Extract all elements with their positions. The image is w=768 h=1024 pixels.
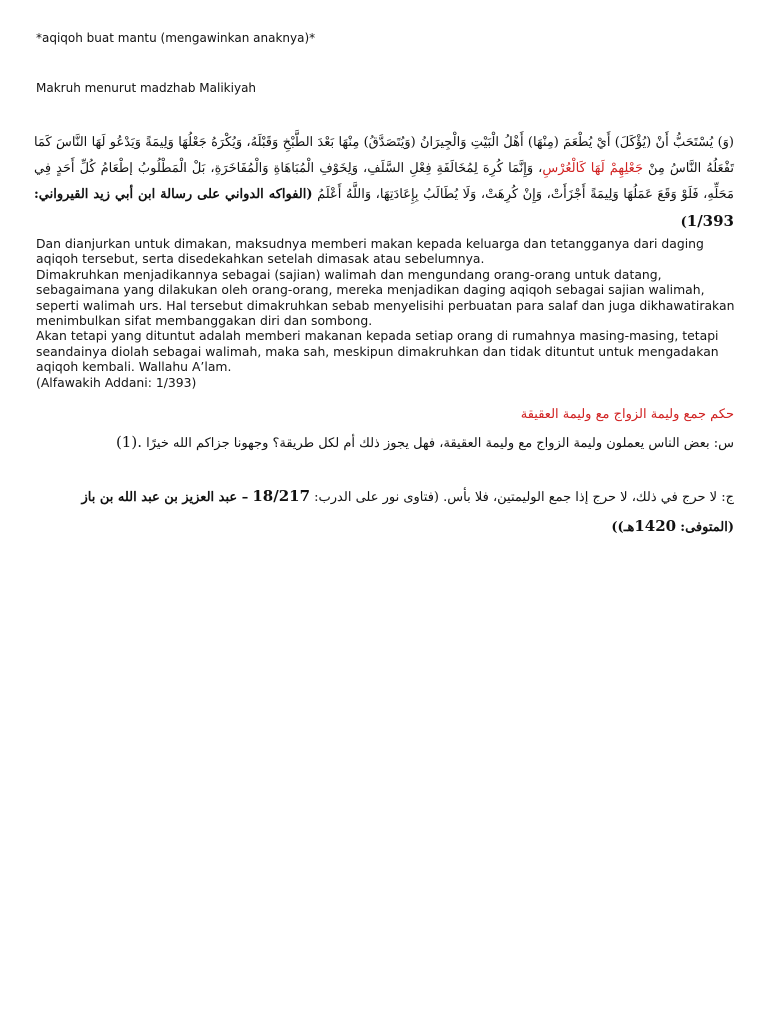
document-subtitle: Makruh menurut madzhab Malikiyah <box>36 81 257 95</box>
translation-block <box>36 236 736 390</box>
answer-citation-number: 18/217 <box>252 487 311 505</box>
answer-paragraph <box>34 482 734 542</box>
answer-end: هـ)) <box>611 520 635 535</box>
arabic-citation: (الفواكه الدواني على رسالة ابن أبي زيد القيرواني: <box>34 187 313 202</box>
arabic-citation-number: 1/393 <box>686 212 734 230</box>
question-paragraph <box>34 430 734 456</box>
answer-year: 1420 <box>634 517 677 535</box>
answer-text: ج: لا حرج في ذلك، لا حرج إذا جمع الوليمتين، فلا بأس. <box>443 490 734 505</box>
question-text: س: بعض الناس يعملون وليمة الزواج مع وليمة العقيقة، فهل يجوز ذلك أم لكل طريقة؟ وجهونا جزاكم الله خيرًا <box>146 436 734 451</box>
arabic-text-part2: ، وَإِنَّمَا كُرِهَ لِمُخَالَفَةِ فِعْلِ السَّلَفِ، وَلِخَوْفِ الْمُبَاهَاةِ وَالْمُفَاخَرَةِ، بَلْ الْمَطْلُوبُ إطْعَامُ كُلِّ أَحَدٍ فِي مَحَلِّهِ، فَلَوْ وَقَعَ عَمَلُهَا وَلِيمَةً أَجْزَأَتْ، وَإِنْ كُرِهَتْ، وَلَا يُطَالَبُ بِإِعَادَتِهَا، وَاللَّهُ أَعْلَمُ <box>34 161 734 202</box>
translation-reference: (Alfawakih Addani: 1/393) <box>36 374 197 390</box>
arabic-text-part1: (وَ) يُسْتَحَبُّ أَنْ (يُؤْكَلَ) أَيْ يُطْعَمَ (مِنْهَا) أَهْلُ الْبَيْتِ وَالْجِيرَانُ (وَيُتَصَدَّقُ) مِنْهَا بَعْدَ الطَّبْخِ وَقَبْلَهُ، وَيُكْرَهُ جَعْلُهَا وَلِيمَةً وَيَدْعُو لَهَا النَّاسَ كَمَا تَفْعَلُهُ النَّاسُ مِنْ <box>34 135 734 176</box>
answer-citation: (فتاوى نور على الدرب: <box>314 490 439 505</box>
translation-paragraph: Dan dianjurkan untuk dimakan, maksudnya memberi makan kepada keluarga dan tetangganya dari daging aqiqoh tersebut, serta disedekahkan setelah dimasak atau sebelumnya. <box>36 236 704 267</box>
section-heading: حكم جمع وليمة الزواج مع وليمة العقيقة <box>520 407 734 422</box>
arabic-highlight: جَعْلِهِمْ لَهَا كَالْعُرْسِ <box>542 161 643 176</box>
arabic-paragraph: (وَ) يُسْتَحَبُّ أَنْ (يُؤْكَلَ) أَيْ يُطْعَمَ (مِنْهَا) أَهْلُ الْبَيْتِ وَالْجِيرَانُ (وَيُتَصَدَّقُ) مِنْهَا بَعْدَ الطَّبْخِ وَقَبْلَهُ، وَيُكْرَهُ جَعْلُهَا وَلِيمَةً وَيَدْعُو لَهَا النَّاسَ كَمَا تَفْعَلُهُ النَّاسُ مِنْ جَعْلِهِمْ لَهَا كَالْعُرْسِ، وَإِنَّمَا كُرِهَ لِمُخَالَفَةِ فِعْلِ السَّلَفِ، وَلِخَوْفِ الْمُبَاهَاةِ وَالْمُفَاخَرَةِ، بَلْ الْمَطْلُوبُ إطْعَامُ كُلِّ أَحَدٍ فِي مَحَلِّهِ، فَلَوْ وَقَعَ عَمَلُهَا وَلِيمَةً أَجْزَأَتْ، وَإِنْ كُرِهَتْ، وَلَا يُطَالَبُ بِإِعَادَتِهَا، وَاللَّهُ أَعْلَمُ (الفواكه الدواني على رسالة ابن أبي زيد القيرواني: 1/393) <box>34 135 734 230</box>
question-footnote: (1). <box>115 433 142 451</box>
document-title: *aqiqoh buat mantu (mengawinkan anaknya)* <box>36 31 316 45</box>
translation-paragraph: Dimakruhkan menjadikannya sebagai (sajian) walimah dan mengundang orang-orang untuk datang, sebagaimana yang dilakukan oleh orang-orang, mereka menjadikan daging aqiqoh sebagai sajian walimah, seperti walimah urs. Hal tersebut dimakruhkan sebab menyelisihi perbuatan para salaf dan juga dikhawatirakan menimbulkan sifat membanggakan diri dan sombong. <box>36 266 735 329</box>
answer-author: – عبد العزيز بن عبد الله بن باز (المتوفى: <box>81 490 734 535</box>
translation-paragraph: Akan tetapi yang dituntut adalah memberi makanan kepada setiap orang di rumahnya masing-masing, tetapi seandainya diolah sebagai walimah, maka sah, meskipun dimakruhkan dan tidak dituntut untuk mengadakan aqiqoh kembali. Wallahu A’lam. <box>36 328 719 375</box>
